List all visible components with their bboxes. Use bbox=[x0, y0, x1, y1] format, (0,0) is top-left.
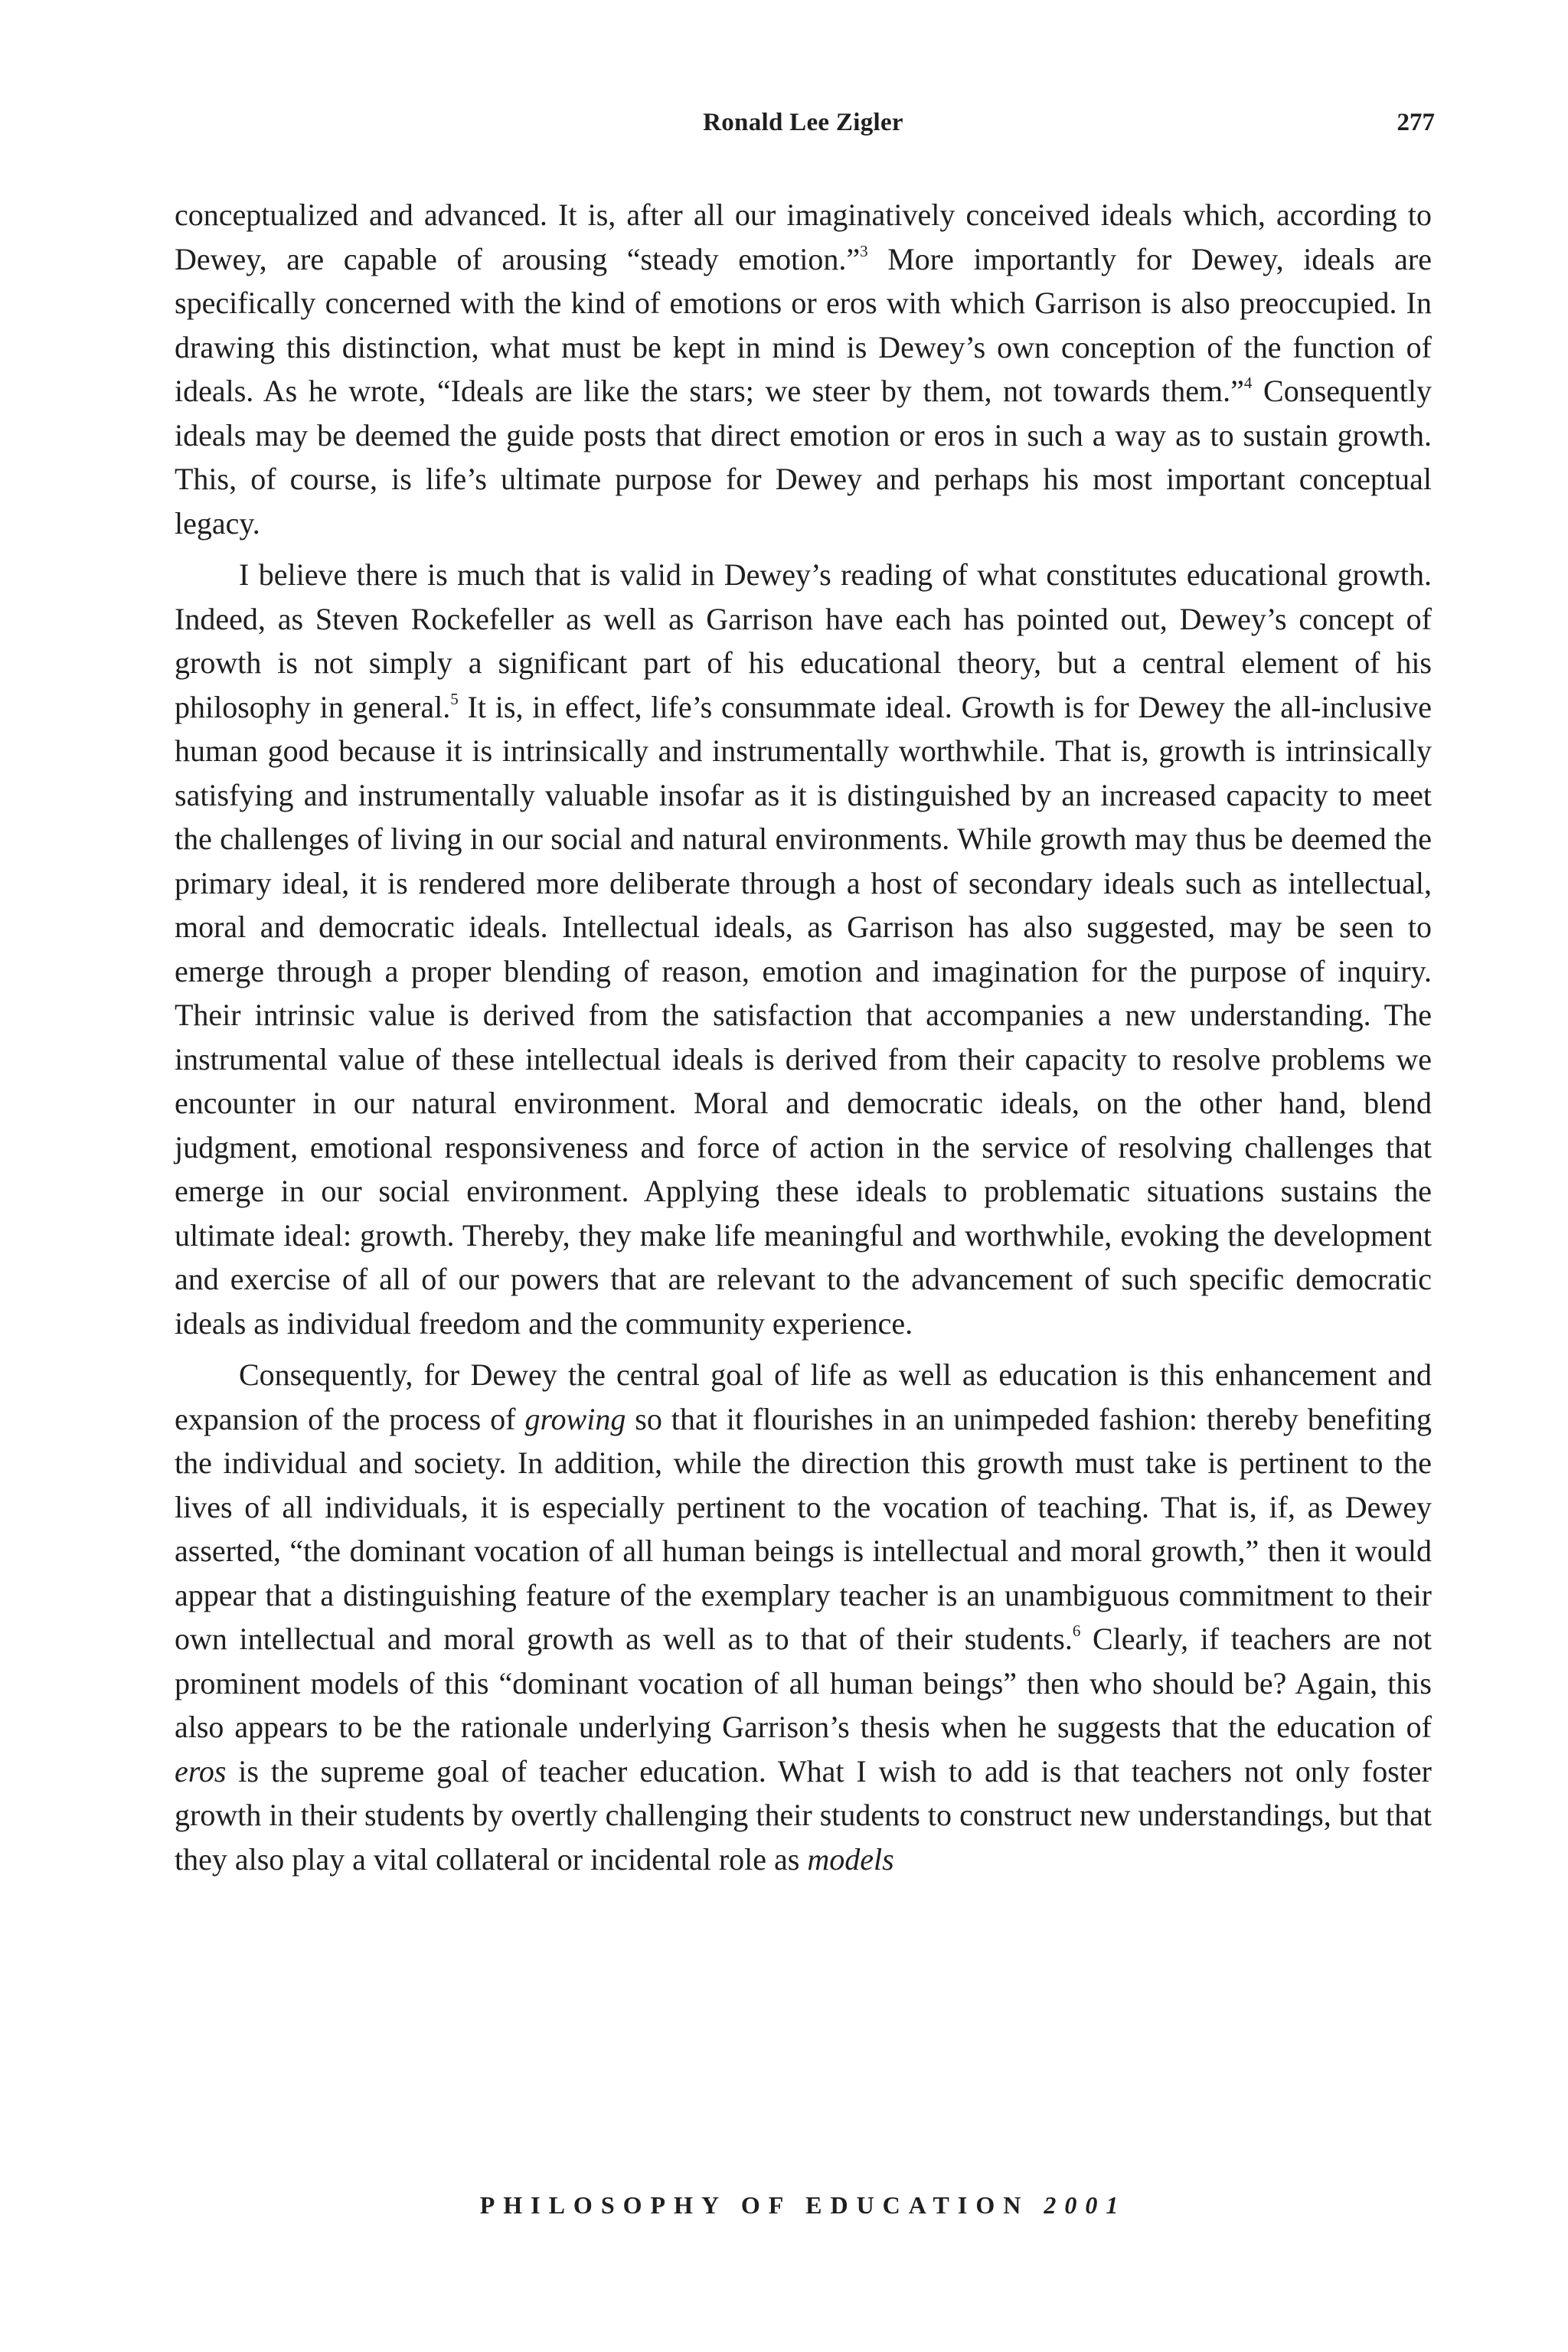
footnote-ref-6: 6 bbox=[1072, 1622, 1081, 1640]
footer-year: 2001 bbox=[1044, 2191, 1127, 2219]
paragraph-3-text-d: is the supreme goal of teacher education. What I wish to add is that teachers not only foster growth in their students by overtly challenging their students to construct new understandings, but that they also play a vital collateral or incidental role as bbox=[175, 1753, 1432, 1877]
page-header bbox=[172, 109, 1435, 139]
paragraph-2-text-a: I believe there is much that is valid in Dewey’s reading of what constitutes educational growth. Indeed, as Steven Rockefeller as well as Garrison have each has pointed out, Dewey’s concept of growth is not simply a significant part of his educational theory, but a central element of his philosophy in general. bbox=[175, 557, 1432, 724]
paragraph-1-text-b: More importantly for Dewey, ideals are specifically concerned with the kind of emotions or eros with which Garrison is also preoccupied. In drawing this distinction, what must be kept in mind is Dewey’s own conception of the function of ideals. As he wrote, “Ideals are like the stars; we steer by them, not towards them.” bbox=[175, 241, 1432, 408]
page-number: 277 bbox=[1396, 109, 1435, 136]
emphasis-growing: growing bbox=[524, 1401, 626, 1436]
paragraph-1-text-c: Consequently ideals may be deemed the guide posts that direct emotion or eros in such a way as to sustain growth. This, of course, is life’s ultimate purpose for Dewey and perhaps his most important conceptual legacy. bbox=[175, 374, 1432, 541]
paragraph-3-text-b: so that it flourishes in an unimpeded fashion: thereby benefiting the individual and society. In addition, while the direction this growth must take is pertinent to the lives of all individuals, it is especially pertinent to the vocation of teaching. That is, if, as Dewey asserted, “the dominant vocation of all human beings is intellectual and moral growth,” then it would appear that a distinguishing feature of the exemplary teacher is an unambiguous commitment to their own intellectual and moral growth as well as to that of their students. bbox=[175, 1401, 1432, 1656]
paragraph-1 bbox=[175, 193, 1432, 545]
emphasis-eros: eros bbox=[175, 1753, 227, 1788]
emphasis-models: models bbox=[807, 1841, 894, 1877]
footnote-ref-4: 4 bbox=[1243, 374, 1253, 392]
running-head-author: Ronald Lee Zigler bbox=[703, 109, 903, 136]
paragraph-2 bbox=[175, 553, 1432, 1345]
paragraph-1-text-a: conceptualized and advanced. It is, after all our imaginatively conceived ideals which, according to Dewey, are capable of arousing “steady emotion.” bbox=[175, 198, 1432, 276]
footnote-ref-3: 3 bbox=[860, 241, 868, 260]
footer-journal-title: PHILOSOPHY OF EDUCATION bbox=[479, 2191, 1030, 2219]
footnote-ref-5: 5 bbox=[450, 689, 459, 708]
paragraph-2-text-b: It is, in effect, life’s consummate ideal. Growth is for Dewey the all-inclusive human good because it is intrinsically and instrumentally worthwhile. That is, growth is intrinsically satisfying and instrumentally valuable insofar as it is distinguished by an increased capacity to meet the challenges of living in our social and natural environments. While growth may thus be deemed the primary ideal, it is rendered more deliberate through a host of secondary ideals such as intellectual, moral and democratic ideals. Intellectual ideals, as Garrison has also suggested, may be seen to emerge through a proper blending of reason, emotion and imagination for the purpose of inquiry. Their intrinsic value is derived from the satisfaction that accompanies a new understanding. The instrumental value of these intellectual ideals is derived from their capacity to resolve problems we encounter in our natural environment. Moral and democratic ideals, on the other hand, blend judgment, emotional responsiveness and force of action in the service of resolving challenges that emerge in our social environment. Applying these ideals to problematic situations sustains the ultimate ideal: growth. Thereby, they make life meaningful and worthwhile, evoking the development and exercise of all of our powers that are relevant to the advancement of such specific democratic ideals as individual freedom and the community experience. bbox=[175, 689, 1432, 1341]
paragraph-3 bbox=[175, 1353, 1432, 1881]
paragraph-3-text-c: Clearly, if teachers are not prominent models of this “dominant vocation of all human beings” then who should be? Again, this also appears to be the rationale underlying Garrison’s thesis when he suggests that the education of bbox=[175, 1622, 1432, 1744]
paragraph-3-text-a: Consequently, for Dewey the central goal of life as well as education is this enhancement and expansion of the process of bbox=[175, 1357, 1432, 1436]
page-footer bbox=[172, 2191, 1435, 2220]
article-body bbox=[175, 193, 1432, 1889]
